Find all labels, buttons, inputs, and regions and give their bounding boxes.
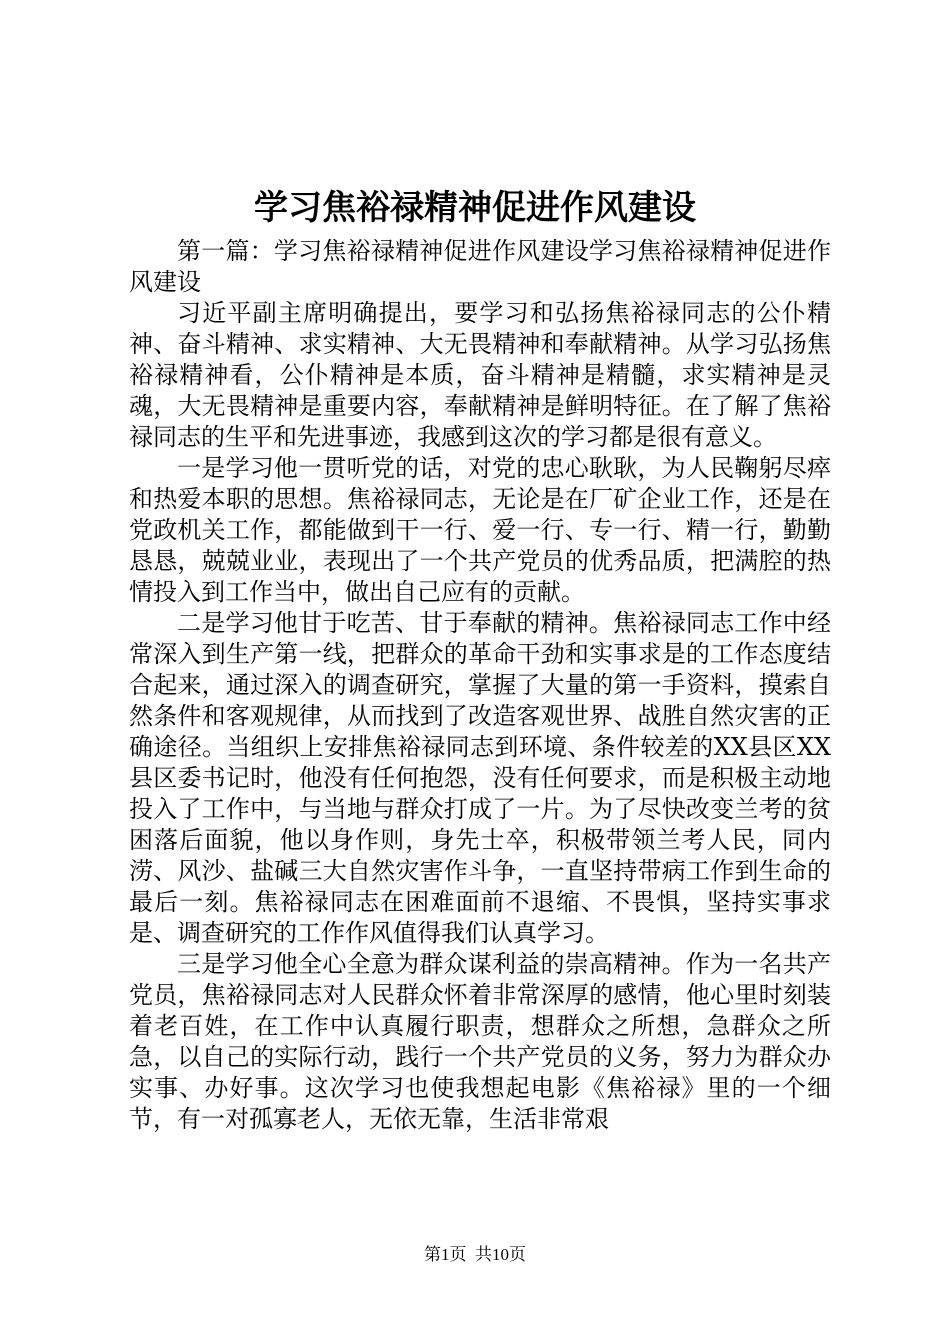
page-number: 第1页 (424, 1245, 467, 1264)
page-footer (0, 1244, 950, 1266)
paragraph: 一是学习他一贯听党的话，对党的忠心耿耿，为人民鞠躬尽瘁和热爱本职的思想。焦裕禄同志，无论是在厂矿企业工作，还是在党政机关工作，都能做到干一行、爱一行、专一行、精一行，勤勤恳恳，兢兢业业，表现出了一个共产党员的优秀品质，把满腔的热情投入到工作当中，做出自己应有的贡献。 (129, 454, 831, 606)
document-body (129, 236, 831, 1135)
paragraph-heading: 第一篇：学习焦裕禄精神促进作风建设学习焦裕禄精神促进作风建设 (129, 237, 831, 296)
page-total: 共10页 (475, 1245, 526, 1264)
paragraph: 三是学习他全心全意为群众谋利益的崇高精神。作为一名共产党员，焦裕禄同志对人民群众怀着非常深厚的感情，他心里时刻装着老百姓，在工作中认真履行职责，想群众之所想，急群众之所急，以自己的实际行动，践行一个共产党员的义务，努力为群众办实事、办好事。这次学习也使我想起电影《焦裕禄》里的一个细节，有一对孤寡老人，无依无靠，生活非常艰 (129, 950, 831, 1133)
paragraph: 习近平副主席明确提出，要学习和弘扬焦裕禄同志的公仆精神、奋斗精神、求实精神、大无畏精神和奉献精神。从学习弘扬焦裕禄精神看，公仆精神是本质，奋斗精神是精髓，求实精神是灵魂，大无畏精神是重要内容，奉献精神是鲜明特征。在了解了焦裕禄同志的生平和先进事迹，我感到这次的学习都是很有意义。 (129, 299, 831, 451)
paragraph: 二是学习他甘于吃苦、甘于奉献的精神。焦裕禄同志工作中经常深入到生产第一线，把群众的革命干劲和实事求是的工作态度结合起来，通过深入的调查研究，掌握了大量的第一手资料，摸索自然条件和客观规律，从而找到了改造客观世界、战胜自然灾害的正确途径。当组织上安排焦裕禄同志到环境、条件较差的XX县区XX县区委书记时，他没有任何抱怨，没有任何要求，而是积极主动地投入了工作中，与当地与群众打成了一片。为了尽快改变兰考的贫困落后面貌，他以身作则，身先士卒，积极带领兰考人民，同内涝、风沙、盐碱三大自然灾害作斗争，一直坚持带病工作到生命的最后一刻。焦裕禄同志在困难面前不退缩、不畏惧，坚持实事求是、调查研究的工作作风值得我们认真学习。 (129, 609, 831, 947)
document-title: 学习焦裕禄精神促进作风建设 (254, 188, 696, 228)
footer-separator (467, 1245, 476, 1264)
